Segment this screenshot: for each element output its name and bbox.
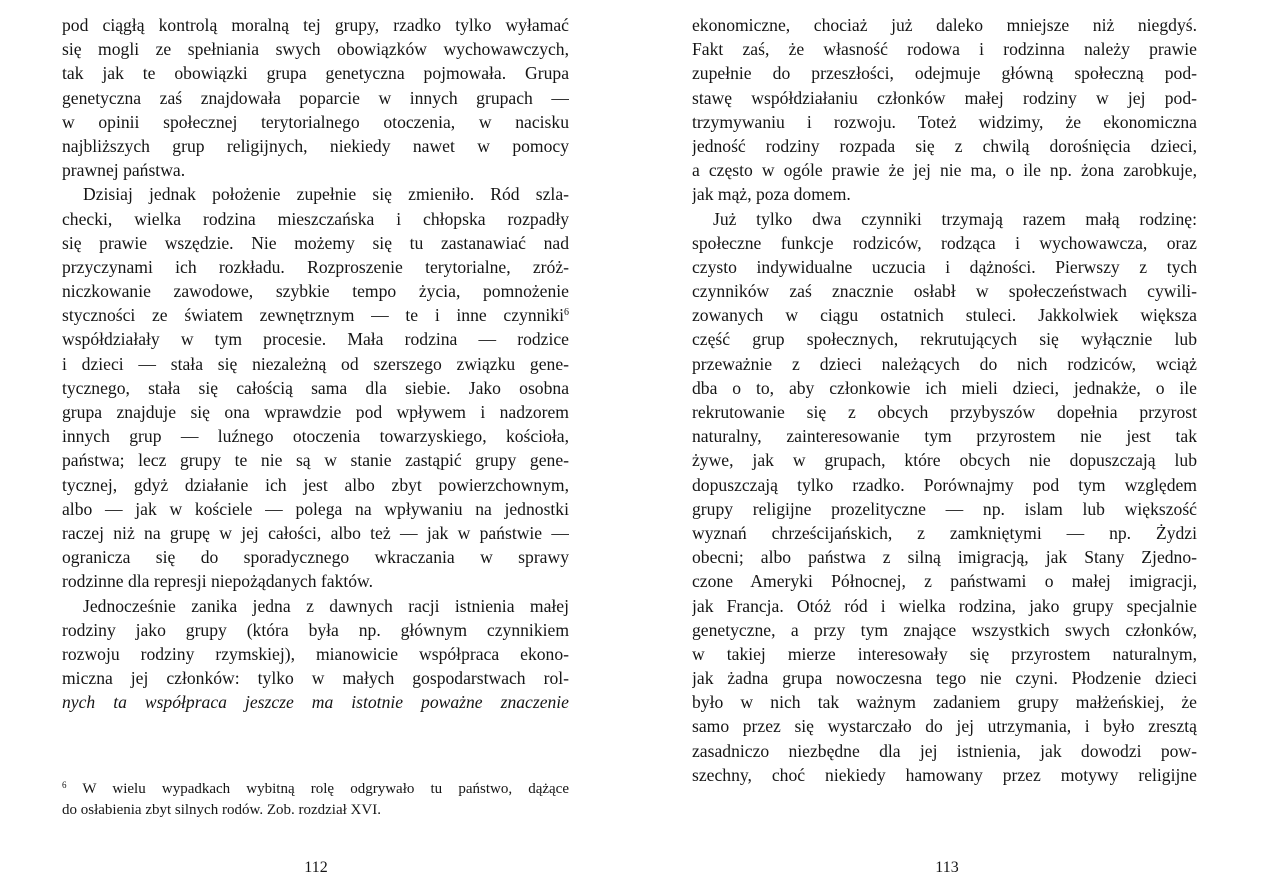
- left-page: [0, 0, 631, 893]
- text-line-with-footnote-ref: [62, 303, 569, 327]
- footnote-line: do osłabienia zbyt silnych rodów. Zob. rozdział XVI.: [62, 802, 381, 818]
- text-line: państwa; lecz grupy te nie są w stanie zastąpić grupy gene-: [62, 450, 569, 471]
- page-number: 112: [304, 859, 328, 876]
- text-line: stawę współdziałaniu członków małej rodziny w jej pod-: [692, 87, 1197, 108]
- text-line: się prawie wszędzie. Nie możemy się tu zastanawiać nad: [62, 232, 569, 253]
- text-line: ogranicza się do sporadycznego wkraczania w sprawy: [62, 547, 569, 568]
- text-line: przeważnie z dzieci należących do nich rodziców, wciąż: [692, 353, 1197, 374]
- text-line: i dzieci — stała się niezależną od szerszego związku gene-: [62, 353, 569, 374]
- text-line: część grup społecznych, rekrutujących się wyłącznie lub: [692, 329, 1197, 350]
- text-line: jak Francja. Otóż ród i wielka rodzina, jako grupy specjalnie: [692, 595, 1197, 616]
- text-line: dopuszczają tylko rzadko. Porównajmy pod tym względem: [692, 474, 1197, 495]
- text-line: rozwoju rodziny rzymskiej), mianowicie współpraca ekono-: [62, 643, 569, 664]
- text-line: niczkowanie zawodowe, szybkie tempo życia, pomnożenie: [62, 281, 569, 302]
- text-line: genetyczne, a przy tym znające wszystkich swych członków,: [692, 619, 1197, 640]
- text-line: jak mąż, poza domem.: [692, 184, 851, 205]
- right-page-body: [692, 13, 1197, 787]
- text-line: genetyczna zaś znajdowała poparcie w innych grupach —: [62, 87, 569, 108]
- text-line: Już tylko dwa czynniki trzymają razem małą rodzinę:: [713, 208, 1197, 229]
- text-line: albo — jak w kościele — polega na wpływaniu na jednostki: [62, 498, 569, 519]
- text-line: miczna jej członków: tylko w małych gospodarstwach rol-: [62, 668, 569, 689]
- text-line: zowanych w ciągu ostatnich stuleci. Jakkolwiek większa: [692, 305, 1197, 326]
- text-line: innych grup — luźnego otoczenia towarzyskiego, kościoła,: [62, 426, 569, 447]
- text-line: trzymywaniu i rozwoju. Toteż widzimy, że ekonomiczna: [692, 111, 1197, 132]
- text-line: obecni; albo państwa z silną imigracją, jak Stany Zjedno-: [692, 547, 1197, 568]
- text-line: raczej niż na grupę w jej całości, albo też — jak w państwie —: [62, 522, 569, 543]
- text-line: rodziny jako grupy (która była np. głównym czynnikiem: [62, 619, 569, 640]
- text-line: Dzisiaj jednak położenie zupełnie się zmieniło. Ród szla-: [83, 184, 569, 205]
- text-line: naturalny, zainteresowanie tym przyrostem nie jest tak: [692, 426, 1197, 447]
- text-line: nych ta współpraca jeszcze ma istotnie poważne znaczenie: [62, 692, 569, 713]
- text-line: współdziałały w tym procesie. Mała rodzina — rodzice: [62, 329, 569, 350]
- text-line: było w nich tak ważnym zadaniem grupy małżeńskiej, że: [692, 692, 1197, 713]
- text-line: przyczynami ich rozkładu. Rozproszenie terytorialne, zróż-: [62, 256, 569, 277]
- text-line: samo przez się wystarczało do jej utrzymania, i było zresztą: [692, 716, 1197, 737]
- footnote-marker: 6: [62, 780, 67, 790]
- text-line: szechny, choć niekiedy hamowany przez motywy religijne: [692, 764, 1197, 785]
- text-line: pod ciągłą kontrolą moralną tej grupy, rzadko tylko wyłamać: [62, 15, 569, 35]
- text-line: jedność rodziny rozpada się z chwilą dorośnięcia dzieci,: [692, 135, 1197, 156]
- text-line: jak żadna grupa nowoczesna tego nie czyni. Płodzenie dzieci: [692, 668, 1197, 689]
- text-line: dba o to, aby członkowie ich mieli dzieci, jednakże, o ile: [692, 377, 1197, 398]
- text-line: w opinii społecznej terytorialnego otoczenia, w nacisku: [62, 111, 569, 132]
- text-line: czysto indywidualne uczucia i dążności. Pierwszy z tych: [692, 256, 1197, 277]
- footnote-reference[interactable]: 6: [564, 307, 569, 319]
- text-line: a często w ogóle prawie że jej nie ma, o ile np. żona zarobkuje,: [692, 160, 1197, 181]
- text-line: rekrutowanie się z obcych przybyszów dopełnia przyrost: [692, 402, 1197, 422]
- text-line: tycznego, stała się całością sama dla siebie. Jako osobna: [62, 377, 569, 398]
- footnote: [62, 779, 569, 821]
- text-line: tycznej, gdyż działanie ich jest albo zbyt powierzchownym,: [62, 474, 569, 495]
- footnote-line: [62, 779, 569, 800]
- text-line: wyznań chrześcijańskich, z zamkniętymi — np. Żydzi: [692, 522, 1197, 543]
- text-line: czone Ameryki Północnej, z państwami o małej imigracji,: [692, 571, 1197, 592]
- text-line: Fakt zaś, że własność rodowa i rodzinna należy prawie: [692, 39, 1197, 60]
- text-line: zasadniczo niezbędne dla jej istnienia, jak dowodzi pow-: [692, 740, 1197, 761]
- text-line: checki, wielka rodzina mieszczańska i chłopska rozpadły: [62, 208, 569, 229]
- text-line: w takiej mierze interesowały się przyrostem naturalnym,: [692, 643, 1197, 664]
- text-line: ekonomiczne, chociaż już daleko mniejsze niż niegdyś.: [692, 15, 1197, 35]
- text-line: grupa znajduje się ona wprawdzie pod wpływem i nadzorem: [62, 402, 569, 422]
- text-line: najbliższych grup religijnych, niekiedy nawet w pomocy: [62, 135, 569, 156]
- text-line: prawnej państwa.: [62, 160, 186, 181]
- text-line: zupełnie do przeszłości, odejmuje główną społeczną pod-: [692, 63, 1197, 84]
- text-line-content: styczności ze światem zewnętrznym — te i inne czynniki: [62, 305, 564, 326]
- text-line: tak jak te obowiązki grupa genetyczna pojmowała. Grupa: [62, 63, 569, 84]
- left-page-body: [62, 13, 569, 714]
- text-line: rodzinne dla represji niepożądanych faktów.: [62, 571, 374, 592]
- text-line: się mogli ze spełniania swych obowiązków wychowawczych,: [62, 39, 569, 60]
- text-line: grupy religijne prozelityczne — np. islam lub większość: [692, 498, 1197, 519]
- page-number: 113: [935, 859, 959, 876]
- text-line: żywe, jak w grupach, które obcych nie dopuszczają lub: [692, 450, 1197, 471]
- text-line: społeczne funkcje rodziców, rodząca i wychowawcza, oraz: [692, 232, 1197, 253]
- text-line: Jednocześnie zanika jedna z dawnych racji istnienia małej: [83, 595, 569, 616]
- footnote-text: W wielu wypadkach wybitną rolę odgrywało tu państwo, dążące: [82, 781, 569, 797]
- text-line: czynników zaś znacznie osłabł w społeczeństwach cywili-: [692, 281, 1197, 302]
- right-page: [631, 0, 1263, 893]
